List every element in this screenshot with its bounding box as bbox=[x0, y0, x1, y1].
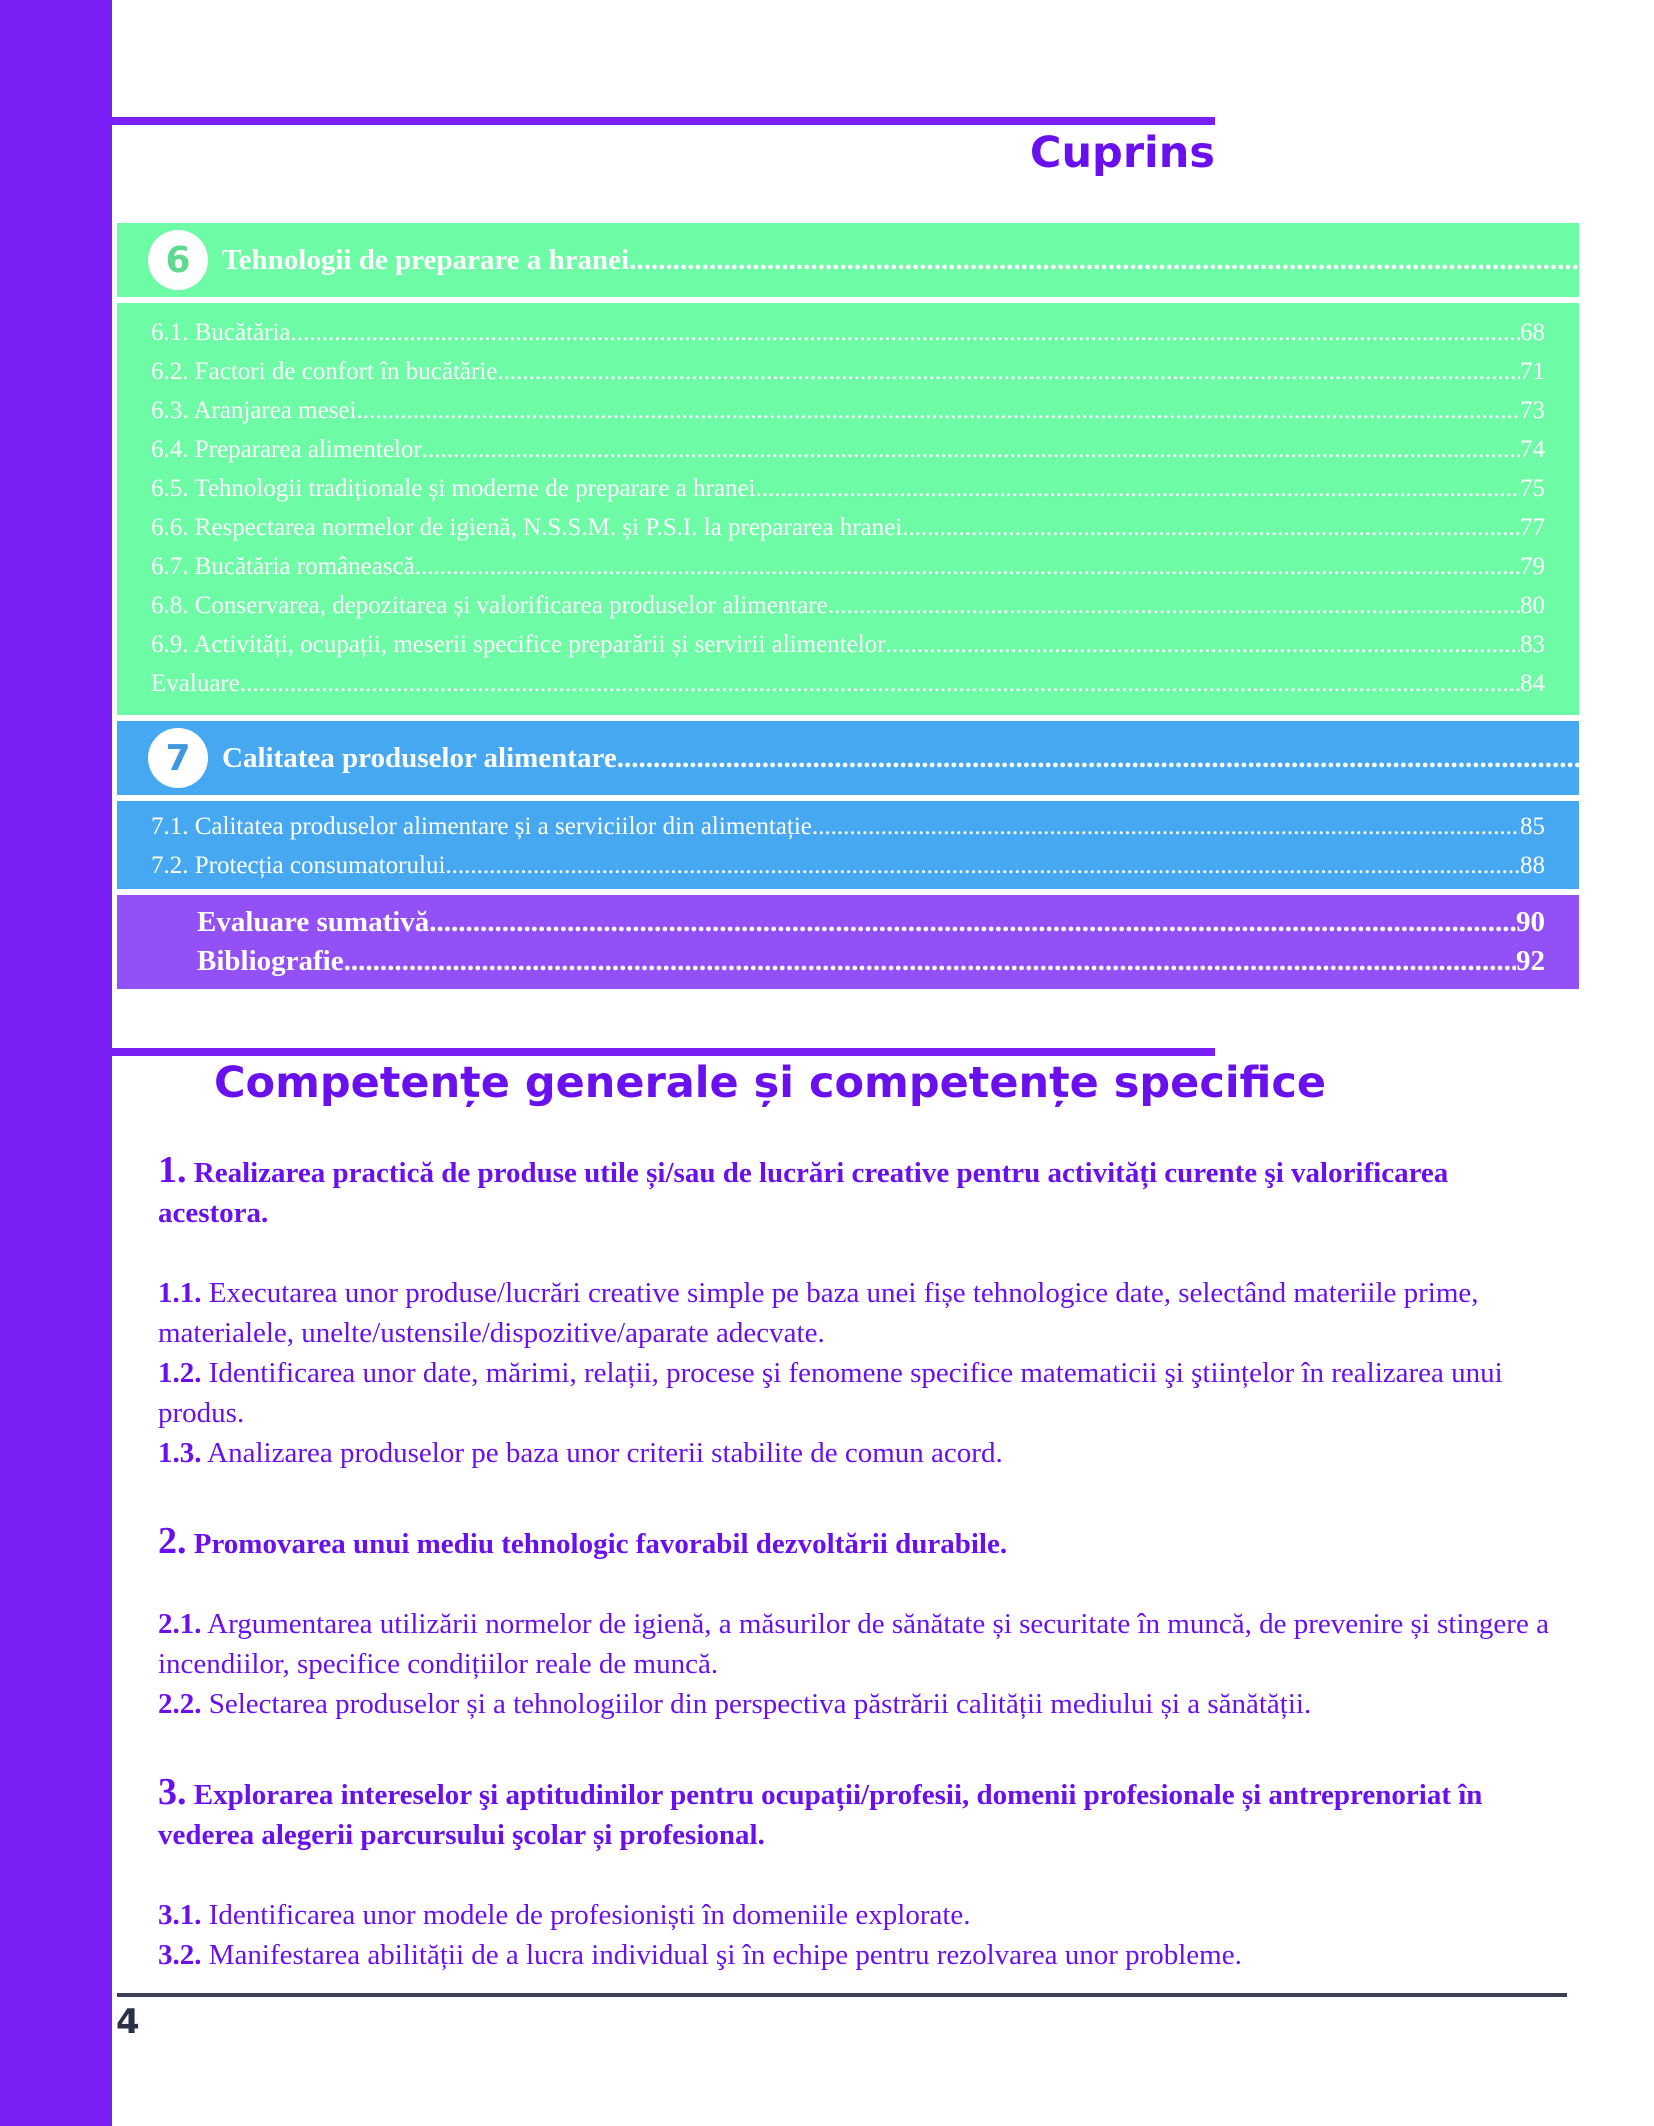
toc-entry-page: 85 bbox=[1520, 813, 1545, 840]
specific-competence bbox=[158, 1935, 1558, 1975]
chapter-header[interactable] bbox=[117, 721, 1619, 795]
competence-number: 3.2. bbox=[158, 1939, 202, 1971]
toc-entry-label: 6.5. Tehnologii tradiționale și moderne de preparare a hranei bbox=[151, 475, 756, 502]
chapter-items bbox=[117, 801, 1579, 889]
toc-entry-page: 83 bbox=[1520, 631, 1545, 658]
toc-entry-label: 7.1. Calitatea produselor alimentare și a serviciilor din alimentație bbox=[151, 813, 812, 840]
toc-entry[interactable] bbox=[151, 586, 1545, 625]
specific-competence bbox=[158, 1433, 1558, 1473]
section-rule bbox=[112, 1048, 1215, 1056]
toc-entry-label: 6.3. Aranjarea mesei bbox=[151, 397, 357, 424]
toc-entry[interactable] bbox=[151, 430, 1545, 469]
toc-entry-label: 6.4. Prepararea alimentelor bbox=[151, 436, 422, 463]
toc-entry-bibliography[interactable] bbox=[197, 942, 1545, 981]
competence-number: 3. bbox=[158, 1771, 187, 1813]
competence-text: Identificarea unor date, mărimi, relații, procese şi fenomene specifice matematicii şi ştiințelor în realizarea unui produs. bbox=[158, 1357, 1503, 1429]
general-competence bbox=[158, 1150, 1558, 1233]
page-number: 4 bbox=[116, 2002, 140, 2042]
toc-entry[interactable] bbox=[151, 313, 1545, 352]
chapter-number-badge: 6 bbox=[148, 230, 208, 290]
toc-entry-label: Evaluare sumativă bbox=[197, 906, 430, 938]
toc-entry-page: 88 bbox=[1520, 852, 1545, 879]
toc-extra-block bbox=[117, 895, 1579, 989]
toc-entry-page: 74 bbox=[1520, 436, 1545, 463]
dot-leader bbox=[291, 313, 1520, 352]
toc-entry[interactable] bbox=[151, 807, 1545, 846]
dot-leader bbox=[429, 903, 1516, 942]
toc-entry-page: 77 bbox=[1520, 514, 1545, 541]
dot-leader bbox=[885, 625, 1520, 664]
dot-leader bbox=[445, 846, 1520, 885]
dot-leader bbox=[828, 586, 1520, 625]
chapter-title: Calitatea produselor alimentare bbox=[222, 741, 617, 774]
toc-entry-summative[interactable] bbox=[197, 903, 1545, 942]
toc-entry-page: 73 bbox=[1520, 397, 1545, 424]
competence-number: 1. bbox=[158, 1149, 187, 1191]
dot-leader bbox=[422, 430, 1520, 469]
competence-text: Manifestarea abilității de a lucra individual şi în echipe pentru rezolvarea unor probleme. bbox=[208, 1939, 1242, 1971]
specific-competence bbox=[158, 1353, 1558, 1433]
chapter-title-line bbox=[222, 742, 1619, 775]
toc-entry[interactable] bbox=[151, 664, 1545, 703]
title-rule bbox=[112, 117, 1215, 125]
competence-text: Realizarea practică de produse utile și/sau de lucrări creative pentru activități curente şi valorificarea acestora. bbox=[158, 1157, 1449, 1229]
competence-text: Executarea unor produse/lucrări creative simple pe baza unei fișe tehnologice date, selectând materiile prime, materialele, unelte/ustensile/dispozitive/aparate adecvate. bbox=[158, 1277, 1479, 1349]
toc-entry-page: 92 bbox=[1516, 945, 1545, 977]
competences-list bbox=[158, 1150, 1558, 1975]
general-competence bbox=[158, 1521, 1558, 1564]
toc-entry-label: 6.6. Respectarea normelor de igienă, N.S.S.M. și P.S.I. la prepararea hranei bbox=[151, 514, 903, 541]
toc-entry-page: 75 bbox=[1520, 475, 1545, 502]
competence-text: Selectarea produselor și a tehnologiilor din perspectiva păstrării calității mediului și a sănătății. bbox=[208, 1688, 1312, 1720]
toc-entry[interactable] bbox=[151, 625, 1545, 664]
toc-entry-page: 80 bbox=[1520, 592, 1545, 619]
specific-competence bbox=[158, 1895, 1558, 1935]
dot-leader bbox=[629, 244, 1590, 277]
chapter-items bbox=[117, 303, 1579, 715]
toc-entry[interactable] bbox=[151, 352, 1545, 391]
dot-leader bbox=[415, 547, 1520, 586]
toc-entry-label: 7.2. Protecția consumatorului bbox=[151, 852, 446, 879]
competence-text: Analizarea produselor pe baza unor criterii stabilite de comun acord. bbox=[207, 1437, 1003, 1469]
dot-leader bbox=[756, 469, 1520, 508]
competence-text: Explorarea intereselor şi aptitudinilor pentru ocupații/profesii, domenii profesionale și antreprenoriat în vederea alegerii parcursului şcolar și profesional. bbox=[158, 1779, 1483, 1851]
toc-entry-label: 6.8. Conservarea, depozitarea și valorificarea produselor alimentare bbox=[151, 592, 828, 619]
footer-rule bbox=[117, 1993, 1567, 1997]
specific-competence bbox=[158, 1604, 1558, 1684]
toc-entry-label: 6.2. Factori de confort în bucătărie bbox=[151, 358, 498, 385]
chapter-title: Tehnologii de preparare a hranei bbox=[222, 243, 630, 276]
dot-leader bbox=[617, 742, 1590, 775]
competence-number: 1.3. bbox=[158, 1437, 202, 1469]
toc-entry[interactable] bbox=[151, 391, 1545, 430]
toc-entry-label: Evaluare bbox=[151, 670, 240, 697]
competence-text: Identificarea unor modele de profesioniști în domeniile explorate. bbox=[208, 1899, 971, 1931]
competence-number: 2. bbox=[158, 1520, 187, 1562]
chapter-page: 68 bbox=[1590, 243, 1619, 276]
competence-number: 2.1. bbox=[158, 1608, 202, 1640]
toc-entry-page: 68 bbox=[1520, 319, 1545, 346]
competence-text: Argumentarea utilizării normelor de igienă, a măsurilor de sănătate și securitate în muncă, de prevenire și stingere a incendiilor, specifice condițiilor reale de muncă. bbox=[158, 1608, 1549, 1680]
competence-number: 1.2. bbox=[158, 1357, 202, 1389]
specific-competence bbox=[158, 1273, 1558, 1353]
dot-leader bbox=[497, 352, 1520, 391]
dot-leader bbox=[812, 807, 1520, 846]
chapter-6-block bbox=[117, 223, 1619, 715]
general-competence bbox=[158, 1772, 1558, 1855]
competences-title: Competențe generale și competențe specifice bbox=[214, 1058, 1327, 1108]
page-sidebar-band bbox=[0, 0, 112, 2126]
toc-entry[interactable] bbox=[151, 846, 1545, 885]
toc-entry-page: 84 bbox=[1520, 670, 1545, 697]
toc-entry[interactable] bbox=[151, 508, 1545, 547]
toc-title: Cuprins bbox=[1029, 128, 1215, 178]
toc-entry-label: Bibliografie bbox=[197, 945, 344, 977]
specific-competence bbox=[158, 1684, 1558, 1724]
competence-number: 1.1. bbox=[158, 1277, 202, 1309]
toc-entry-label: 6.7. Bucătăria românească bbox=[151, 553, 415, 580]
chapter-page: 85 bbox=[1590, 741, 1619, 774]
toc-entry-page: 90 bbox=[1516, 906, 1545, 938]
toc-entry-label: 6.1. Bucătăria bbox=[151, 319, 291, 346]
chapter-header[interactable] bbox=[117, 223, 1619, 297]
competence-text: Promovarea unui mediu tehnologic favorabil dezvoltării durabile. bbox=[193, 1528, 1008, 1560]
toc-entry[interactable] bbox=[151, 469, 1545, 508]
toc-entry-page: 79 bbox=[1520, 553, 1545, 580]
chapter-7-block bbox=[117, 721, 1619, 889]
dot-leader bbox=[240, 664, 1520, 703]
dot-leader bbox=[344, 942, 1516, 981]
table-of-contents bbox=[117, 223, 1619, 989]
competence-number: 2.2. bbox=[158, 1688, 202, 1720]
dot-leader bbox=[356, 391, 1520, 430]
toc-entry[interactable] bbox=[151, 547, 1545, 586]
toc-entry-page: 71 bbox=[1520, 358, 1545, 385]
toc-entry-label: 6.9. Activități, ocupații, meserii specifice preparării și servirii alimentelor bbox=[151, 631, 886, 658]
competence-number: 3.1. bbox=[158, 1899, 202, 1931]
dot-leader bbox=[902, 508, 1520, 547]
chapter-title-line bbox=[222, 244, 1619, 277]
chapter-number-badge: 7 bbox=[148, 728, 208, 788]
